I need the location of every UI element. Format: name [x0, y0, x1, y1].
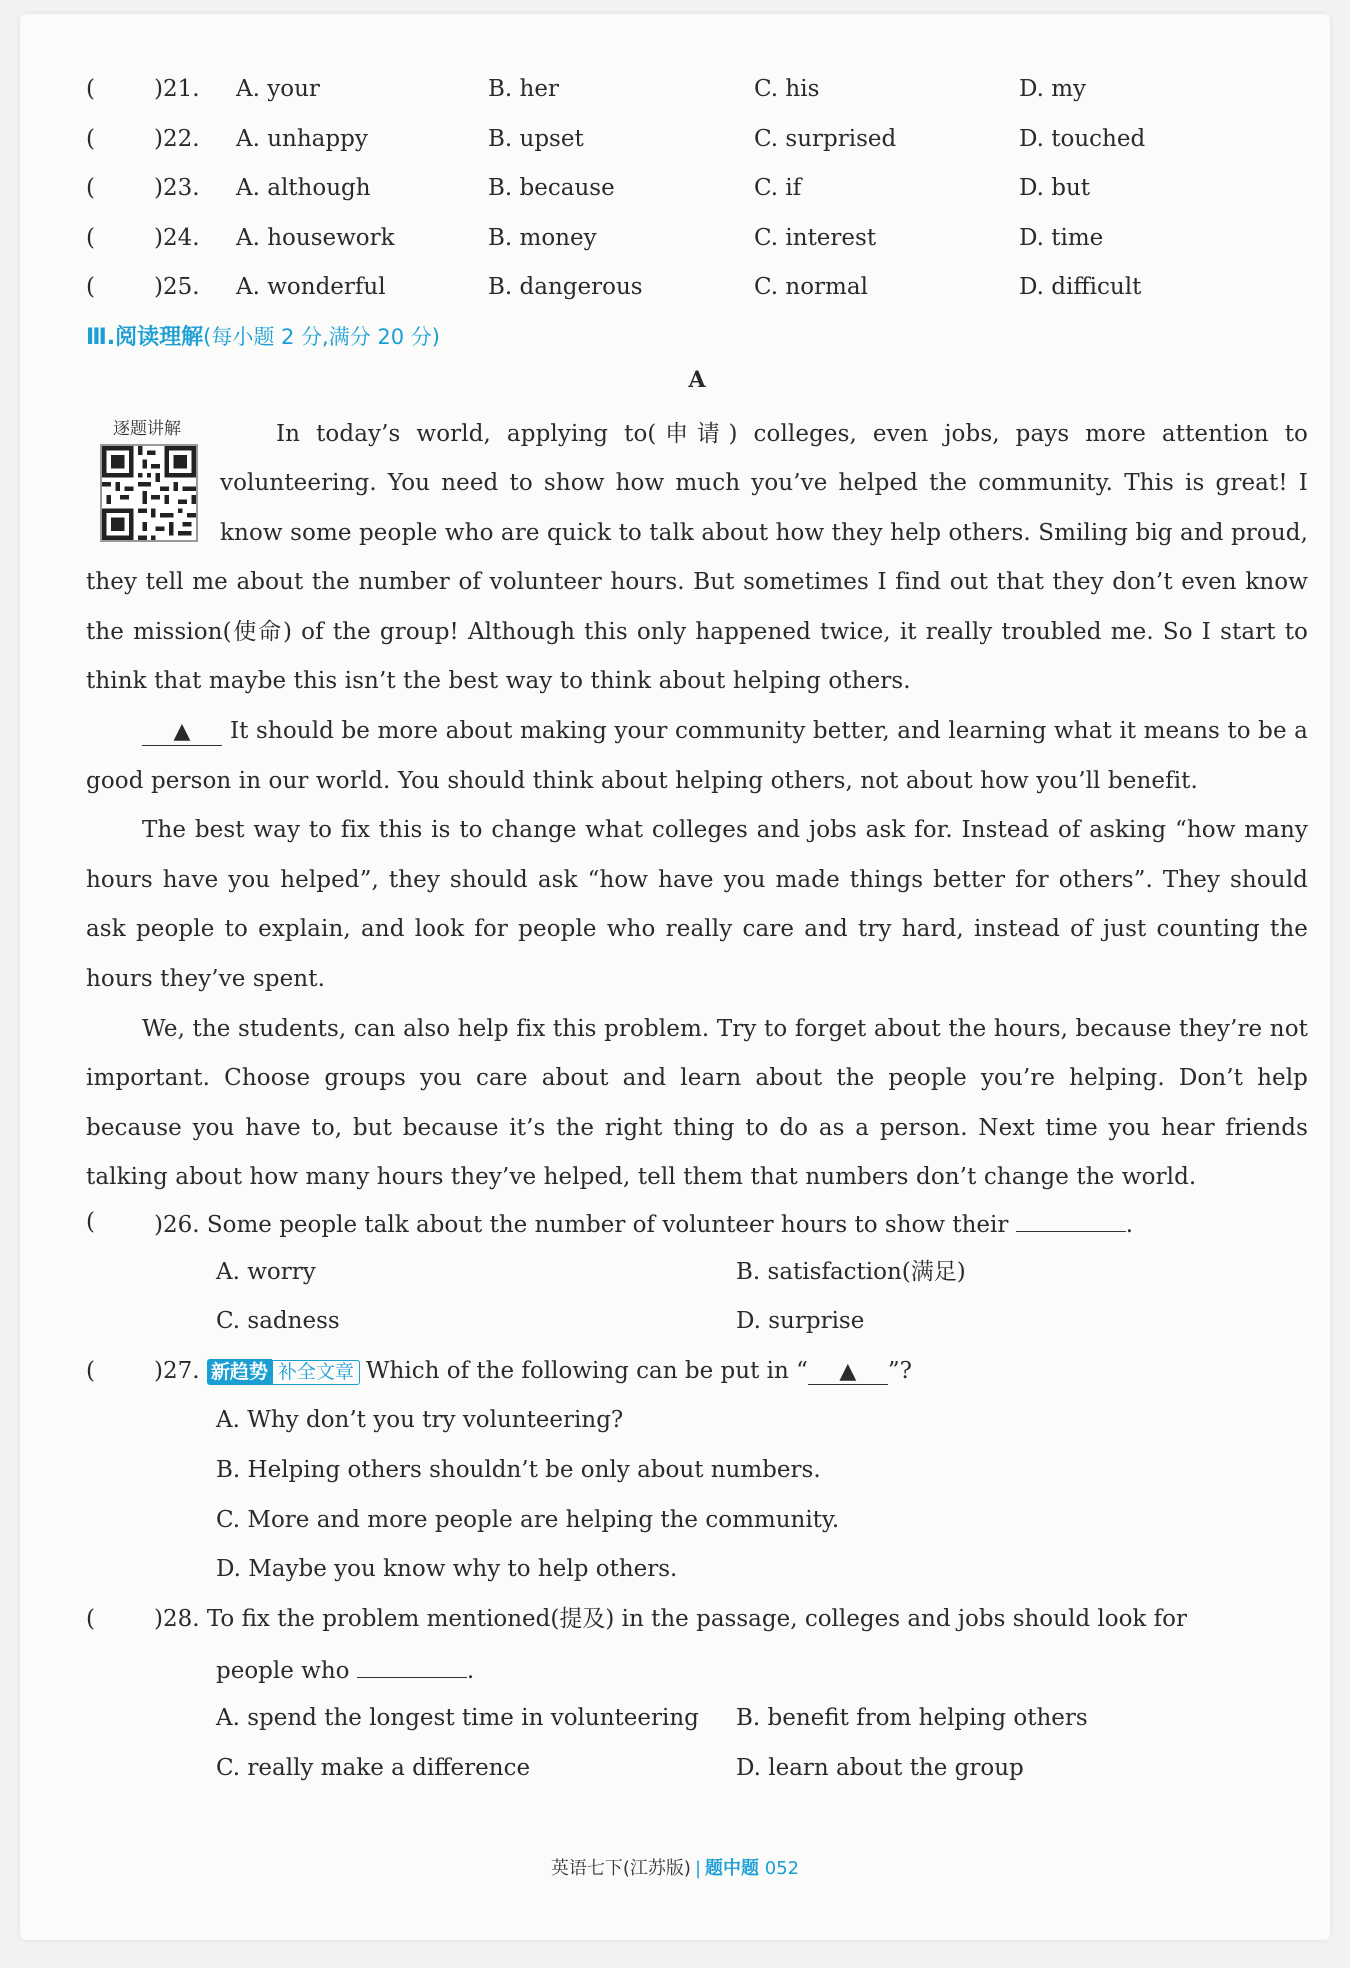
qr-code-icon[interactable]: [100, 444, 198, 542]
option-row-24: [86, 225, 1308, 275]
question-stem: Which of the following can be put in “: [365, 1357, 808, 1384]
footer-separator: |: [694, 1858, 702, 1879]
blank-marker: ▲: [808, 1360, 888, 1385]
answer-paren: (: [86, 1357, 95, 1384]
passage-paragraph-4: We, the students, can also help fix this problem. Try to forget about the hours, because they’re not important. Choose groups you care about and learn about the people you’re helping. Don’t help because you have to, but because it’s the right thing to do as a person. Next time you hear friends talking about how many hours they’ve helped, tell them that numbers don’t change the world.: [86, 1015, 1308, 1191]
question-26: [86, 1209, 1308, 1259]
answer-blank: [357, 1655, 467, 1678]
choice-row: [86, 1755, 1308, 1805]
choice-b: B. Helping others shouldn’t be only about numbers.: [216, 1456, 821, 1483]
question-number: )24.: [154, 224, 200, 251]
question-number: )26.: [154, 1212, 200, 1238]
stem-end: .: [466, 1658, 475, 1685]
choice-row: [86, 1308, 1308, 1358]
answer-paren: (: [86, 224, 95, 251]
answer-paren: (: [86, 175, 95, 201]
question-stem: Some people talk about the number of volunteer hours to show their: [206, 1212, 1009, 1238]
stem-line-2: people who: [216, 1658, 350, 1685]
question-stem: To fix the problem mentioned(提及) in the passage, colleges and jobs should look for: [206, 1605, 1188, 1632]
passage-paragraph-3: The best way to fix this is to change what colleges and jobs ask for. Instead of asking “how many hours have you helped”, they should ask “how have you made things better for others”. They should ask people to explain, and look for people who really care and try hard, instead of just counting the hours they’ve spent.: [86, 817, 1308, 993]
choice-c: C. really make a difference: [216, 1754, 531, 1781]
question-number: )25.: [154, 274, 200, 300]
choice-d: D. Maybe you know why to help others.: [216, 1556, 678, 1583]
question-number: )27.: [154, 1357, 200, 1384]
choice-a: A. Why don’t you try volunteering?: [216, 1407, 624, 1434]
option-a: A. housework: [236, 224, 395, 251]
question-number: )28.: [154, 1605, 200, 1632]
option-a: A. although: [236, 175, 371, 201]
question-27: [86, 1358, 1308, 1408]
cloze-options: [86, 76, 1308, 324]
option-d: D. but: [1019, 175, 1091, 201]
question-28: [86, 1606, 1308, 1656]
page-number: 052: [764, 1858, 800, 1879]
question-stem-continued: [86, 1655, 1308, 1705]
section-heading: Ⅲ.阅读理解: [86, 324, 204, 350]
section-title: [86, 324, 1308, 366]
option-b: B. because: [488, 175, 615, 201]
brand-name: 题中题: [705, 1858, 760, 1879]
answer-paren: (: [86, 1605, 95, 1632]
option-a: A. wonderful: [236, 274, 386, 300]
question-type-tag: 补全文章: [272, 1360, 360, 1385]
document-page: [20, 14, 1330, 1940]
choice-a: A. spend the longest time in volunteering: [216, 1704, 699, 1731]
page-content: [86, 76, 1308, 1804]
page-footer: [20, 1854, 1330, 1880]
qr-code-block[interactable]: [86, 410, 208, 552]
answer-paren: (: [86, 1209, 95, 1235]
choice-c: C. More and more people are helping the community.: [216, 1506, 840, 1533]
question-number: )21.: [154, 76, 200, 102]
stem-end: ”?: [887, 1357, 912, 1384]
reading-passage: [86, 410, 1308, 1204]
option-b: B. money: [488, 224, 597, 251]
choice-row: [86, 1259, 1308, 1309]
choice-b: B. benefit from helping others: [736, 1704, 1088, 1731]
question-number: )23.: [154, 175, 200, 201]
choice-row: [86, 1705, 1308, 1755]
option-d: D. time: [1019, 224, 1104, 251]
blank-marker: ▲: [142, 719, 222, 746]
option-b: B. dangerous: [488, 274, 643, 300]
option-row-23: [86, 175, 1308, 225]
choice-a: A. worry: [216, 1258, 316, 1285]
choice-b: B. satisfaction(满足): [736, 1258, 966, 1285]
passage-label: A: [688, 366, 706, 393]
choice-d: D. surprise: [736, 1308, 865, 1335]
choice-d: D. learn about the group: [736, 1754, 1024, 1781]
passage-paragraph-1: In today’s world, applying to(申请) colleges, even jobs, pays more attention to volunteering. You need to show how much you’ve helped the community. This is great! I know some people who are quick to talk about how they help others. Smiling big and proud, they tell me about the number of volunteer hours. But sometimes I find out that they don’t even know the mission(使命) of the group! Although this only happened twice, it really troubled me. So I start to think that maybe this isn’t the best way to think about helping others.: [86, 420, 1308, 695]
answer-paren: (: [86, 76, 95, 102]
question-number: )22.: [154, 125, 200, 152]
option-c: C. surprised: [754, 125, 897, 152]
option-c: C. if: [754, 175, 802, 201]
section-score-note: (每小题 2 分,满分 20 分): [203, 324, 441, 349]
passage-paragraph-2: [86, 707, 1308, 806]
answer-paren: (: [86, 125, 95, 152]
option-a: A. your: [236, 76, 320, 102]
option-row-21: [86, 76, 1308, 126]
answer-paren: (: [86, 274, 95, 300]
answer-blank: [1016, 1209, 1126, 1232]
option-d: D. touched: [1019, 125, 1146, 152]
option-b: B. upset: [488, 125, 584, 152]
qr-label: 逐题讲解: [113, 418, 181, 439]
stem-end: .: [1125, 1212, 1134, 1238]
choice-c: C. sadness: [216, 1308, 340, 1335]
option-c: C. his: [754, 76, 820, 102]
option-b: B. her: [488, 76, 559, 102]
new-trend-tag: 新趋势: [207, 1359, 272, 1385]
option-d: D. difficult: [1019, 274, 1142, 300]
option-a: A. unhappy: [236, 125, 368, 152]
option-c: C. normal: [754, 274, 868, 300]
option-c: C. interest: [754, 224, 877, 251]
option-d: D. my: [1019, 76, 1087, 102]
book-title: 英语七下(江苏版): [550, 1858, 691, 1879]
paragraph-2-text: It should be more about making your community better, and learning what it means to be a good person in our world. You should think about helping others, not about how you’ll benefit.: [86, 718, 1308, 794]
option-row-22: [86, 126, 1308, 176]
option-row-25: [86, 274, 1308, 324]
